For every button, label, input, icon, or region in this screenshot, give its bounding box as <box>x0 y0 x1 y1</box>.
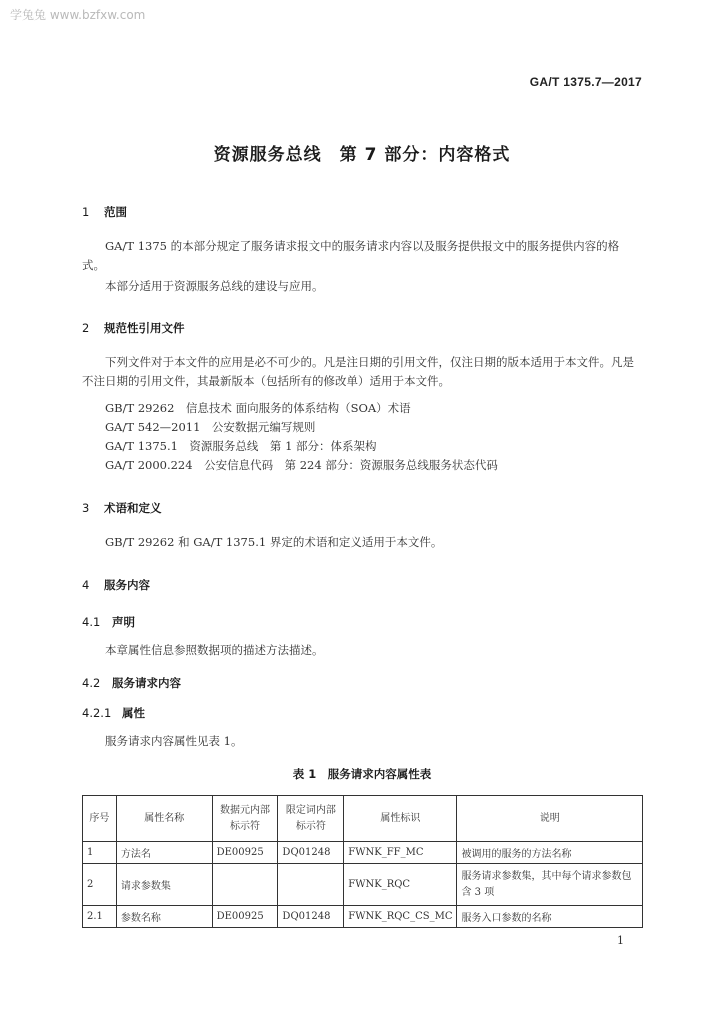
column-header-index: 序号 <box>83 796 117 842</box>
section-number: 4.2.1 <box>82 706 112 720</box>
cell-attribute-name: 参数名称 <box>116 906 212 928</box>
cell-description: 被调用的服务的方法名称 <box>457 842 643 864</box>
section-title: 术语和定义 <box>104 501 162 515</box>
section-4-2-1-heading <box>82 705 145 721</box>
column-header-data-element-id: 数据元内部 标示符 <box>212 796 278 842</box>
section-4-2-heading <box>82 675 181 691</box>
cell-attribute-identifier: FWNK_FF_MC <box>344 842 457 864</box>
reference-item: GA/T 542—2011 公安数据元编写规则 <box>105 420 316 434</box>
section-number: 4.1 <box>82 615 101 629</box>
page-number: 1 <box>617 934 624 947</box>
cell-qualifier-id: DQ01248 <box>278 906 344 928</box>
table-row <box>83 864 643 906</box>
table-row <box>83 842 643 864</box>
section-1-paragraph-2: 本部分适用于资源服务总线的建设与应用。 <box>105 279 324 293</box>
section-number: 2 <box>82 321 90 335</box>
section-3-heading <box>82 500 162 516</box>
section-3-paragraph-1: GB/T 29262 和 GA/T 1375.1 界定的术语和定义适用于本文件。 <box>105 535 443 549</box>
reference-item: GA/T 2000.224 公安信息代码 第 224 部分：资源服务总线服务状态代码 <box>105 458 498 472</box>
table-header-row <box>83 796 643 842</box>
section-title: 服务内容 <box>104 578 150 592</box>
section-number: 4.2 <box>82 676 101 690</box>
service-request-attributes-table <box>82 795 643 928</box>
cell-description: 服务请求参数集，其中每个请求参数包含 3 项 <box>457 864 643 906</box>
column-header-qualifier-id: 限定词内部 标示符 <box>278 796 344 842</box>
section-2-paragraph-1: 下列文件对于本文件的应用是必不可少的。凡是注日期的引用文件，仅注日期的版本适用于本文件。凡是不注日期的引用文件，其最新版本（包括所有的修改单）适用于本文件。 <box>82 355 634 388</box>
cell-index: 1 <box>83 842 117 864</box>
cell-attribute-identifier: FWNK_RQC_CS_MC <box>344 906 457 928</box>
table-1-title: 表 1 服务请求内容属性表 <box>292 767 432 781</box>
section-4-1-heading <box>82 614 135 630</box>
cell-data-element-id <box>212 864 278 906</box>
section-4-heading <box>82 577 150 593</box>
column-header-attribute-identifier: 属性标识 <box>344 796 457 842</box>
cell-attribute-name: 请求参数集 <box>116 864 212 906</box>
section-title: 属性 <box>122 706 145 720</box>
cell-data-element-id: DE00925 <box>212 842 278 864</box>
section-number: 4 <box>82 578 90 592</box>
reference-item: GB/T 29262 信息技术 面向服务的体系结构（SOA）术语 <box>105 401 411 415</box>
document-title: 资源服务总线 第 7 部分：内容格式 <box>213 145 511 165</box>
section-4-2-1-paragraph: 服务请求内容属性见表 1。 <box>105 734 243 748</box>
cell-index: 2.1 <box>83 906 117 928</box>
cell-qualifier-id: DQ01248 <box>278 842 344 864</box>
cell-description: 服务入口参数的名称 <box>457 906 643 928</box>
column-header-attribute-name: 属性名称 <box>116 796 212 842</box>
cell-qualifier-id <box>278 864 344 906</box>
watermark-text: 学兔兔 www.bzfxw.com <box>10 8 146 22</box>
section-4-1-paragraph: 本章属性信息参照数据项的描述方法描述。 <box>105 643 324 657</box>
section-1-paragraph-1: GA/T 1375 的本部分规定了服务请求报文中的服务请求内容以及服务提供报文中的服务提供内容的格式。 <box>82 239 620 272</box>
cell-index: 2 <box>83 864 117 906</box>
cell-data-element-id: DE00925 <box>212 906 278 928</box>
section-1-heading <box>82 204 127 220</box>
section-title: 服务请求内容 <box>112 676 181 690</box>
section-title: 范围 <box>104 205 127 219</box>
table-row <box>83 906 643 928</box>
section-title: 声明 <box>112 615 135 629</box>
section-2-heading <box>82 320 185 336</box>
cell-attribute-name: 方法名 <box>116 842 212 864</box>
section-number: 3 <box>82 501 90 515</box>
section-number: 1 <box>82 205 90 219</box>
reference-item: GA/T 1375.1 资源服务总线 第 1 部分：体系架构 <box>105 439 377 453</box>
cell-attribute-identifier: FWNK_RQC <box>344 864 457 906</box>
section-title: 规范性引用文件 <box>104 321 185 335</box>
standard-code: GA/T 1375.7—2017 <box>529 75 642 89</box>
column-header-description: 说明 <box>457 796 643 842</box>
